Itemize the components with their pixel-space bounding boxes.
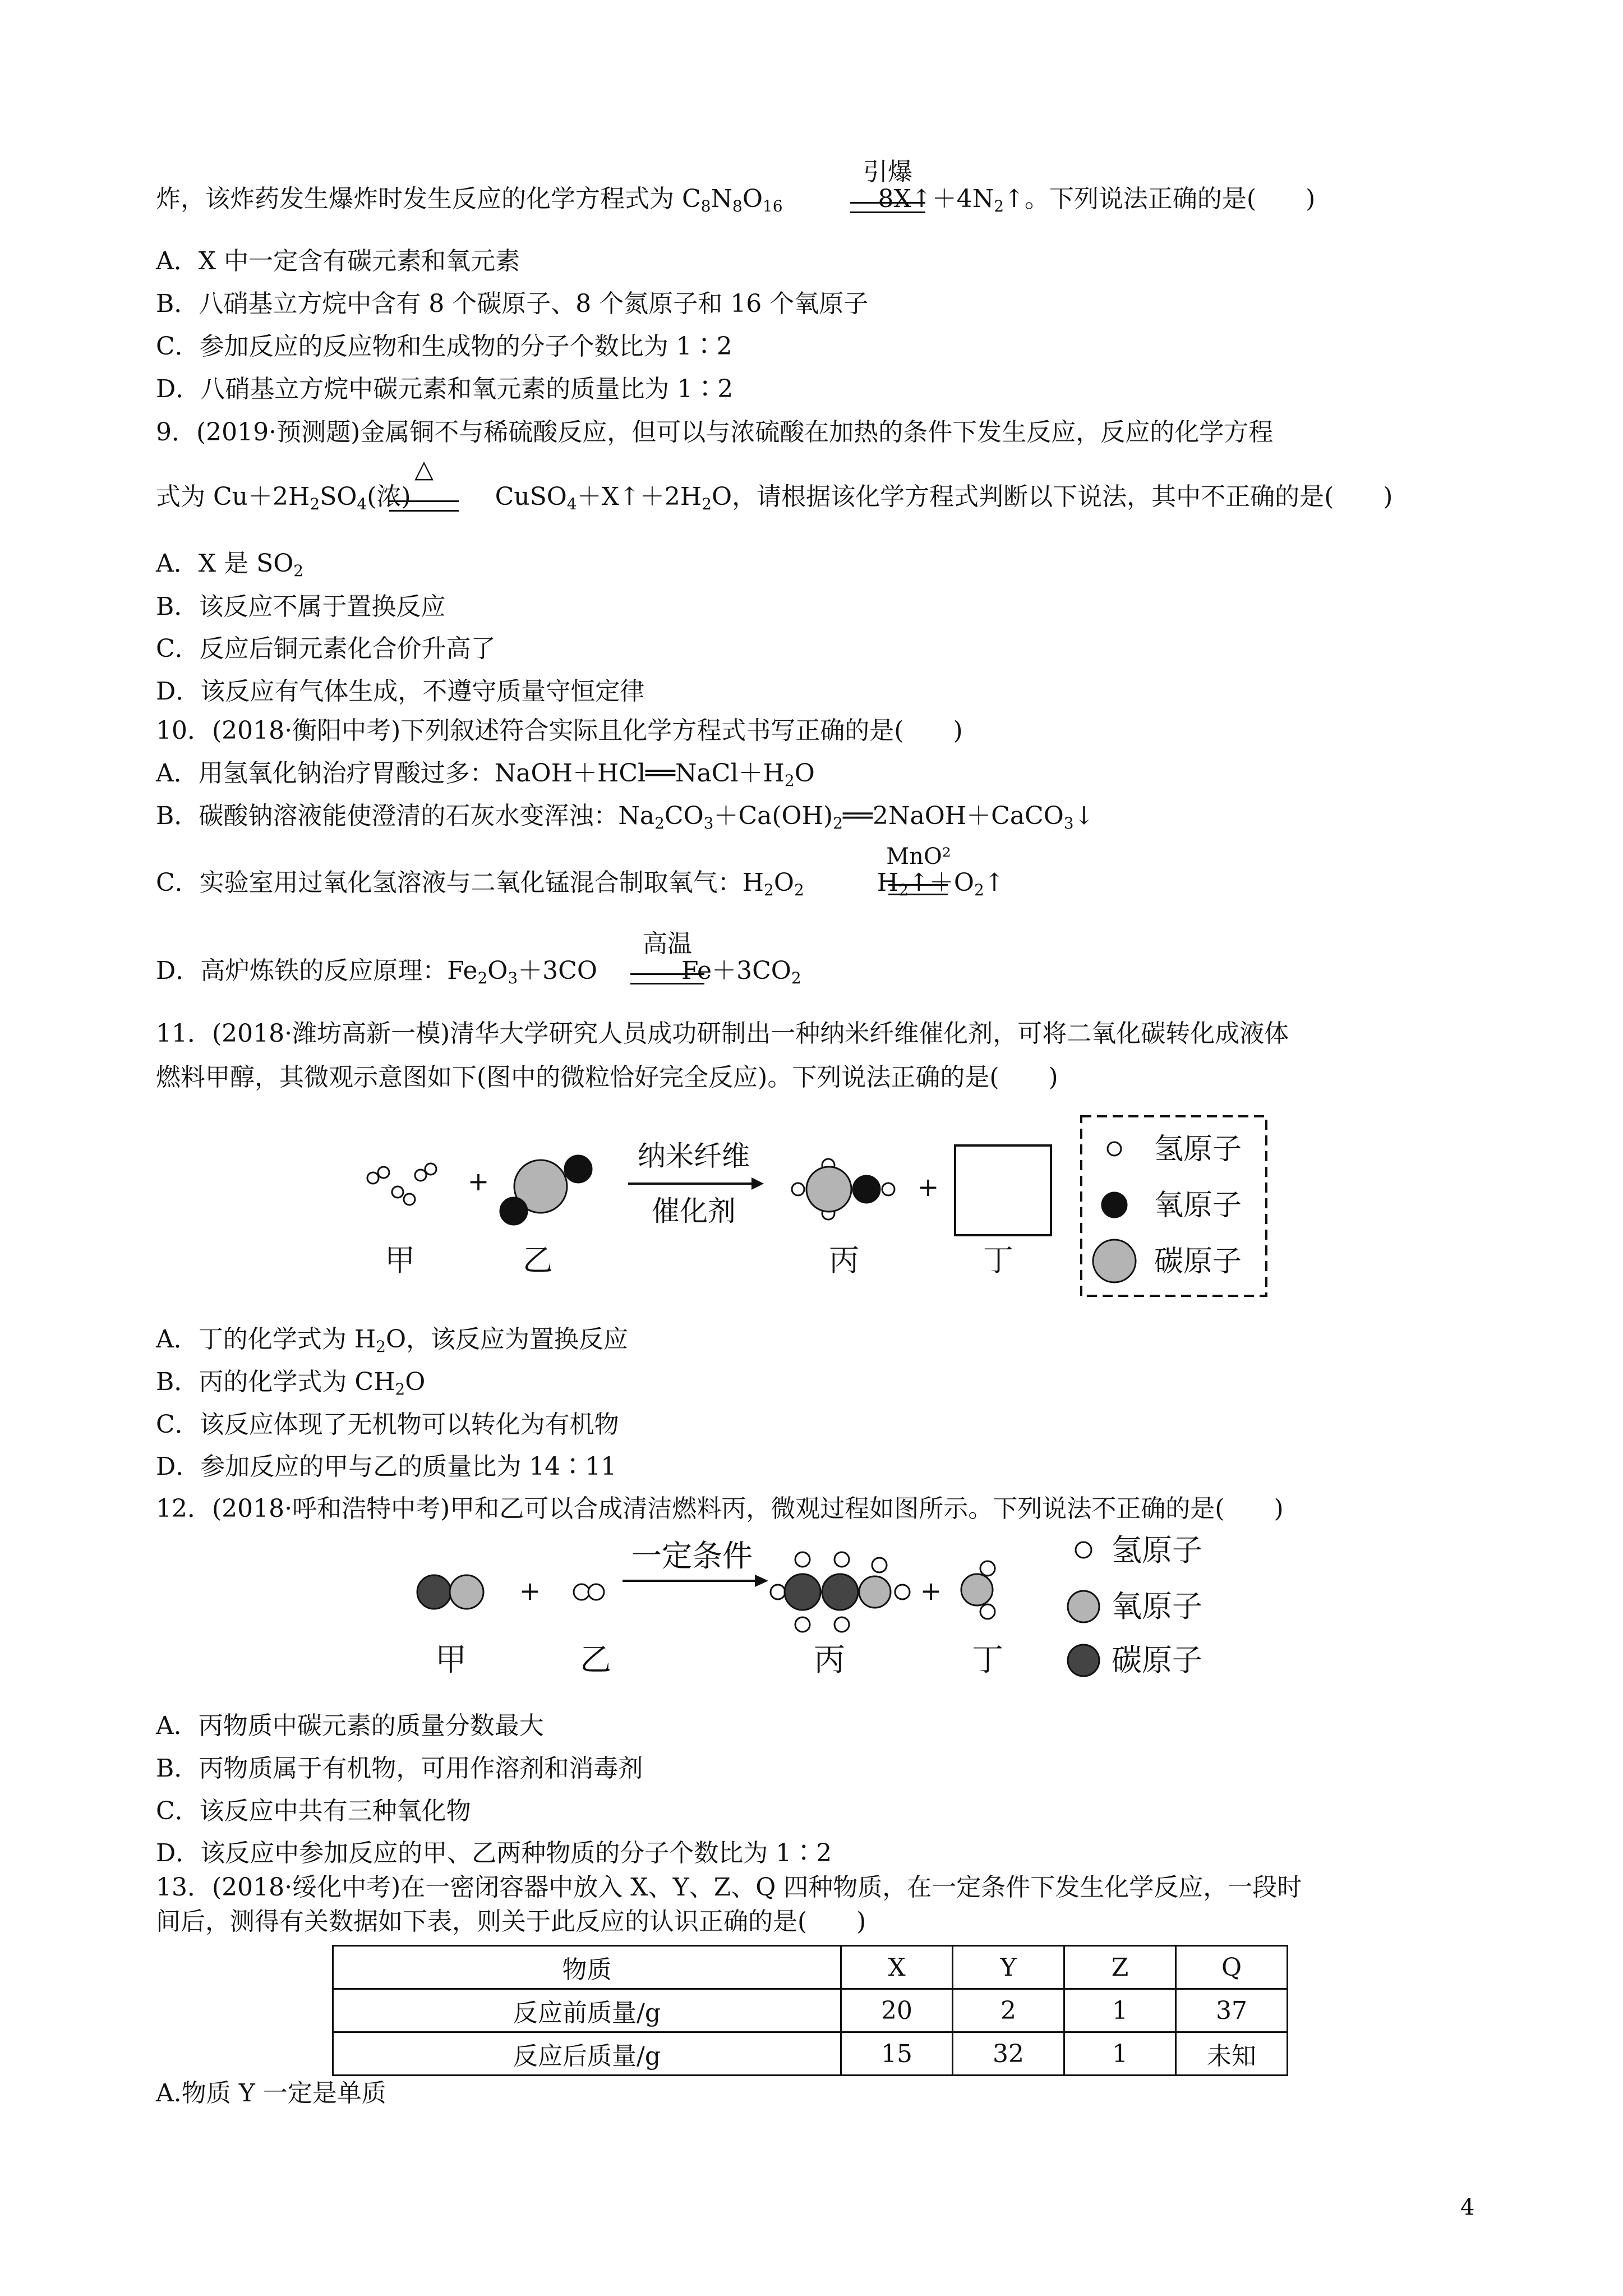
q12-label-bing: 丙 — [814, 1642, 845, 1678]
q10-catalyst-label: MnO² — [886, 844, 951, 869]
table-header-cell: X — [841, 1946, 953, 1989]
q11-legend-c: 碳原子 — [1154, 1245, 1242, 1278]
q11-plus-2: + — [917, 1172, 939, 1202]
q12-yi-molecule — [574, 1584, 604, 1600]
q9-equation-line: 式为 $Cu+2H_2SO_4$(浓) $CuSO_4+X↑+2H_2O$，请根据该化学方程式判断以下说法，其中不正确的是( ) — [156, 482, 1393, 513]
q9-option-c[interactable]: C．反应后铜元素化合价升高了 — [156, 634, 496, 663]
q10-d-equals-bar — [630, 973, 704, 984]
q11-stem-line1: 11．(2018·潍坊高新一模)清华大学研究人员成功研制出一种纳米纤维催化剂，可将二氧化碳转化成液体 — [156, 1019, 1289, 1048]
oxygen-atom-icon — [1102, 1193, 1127, 1217]
q11-bing-molecule — [792, 1159, 895, 1220]
q12-legend-c: 碳原子 — [1112, 1642, 1202, 1678]
carbon-atom-icon — [1068, 1645, 1099, 1676]
q8-option-a[interactable]: A．X 中一定含有碳元素和氧元素 — [156, 247, 520, 275]
q12-reaction-diagram — [404, 1531, 1267, 1694]
q12-plus-2: + — [920, 1576, 942, 1606]
q12-option-a[interactable]: A．丙物质中碳元素的质量分数最大 — [156, 1711, 544, 1740]
q8-equation-line: 炸，该炸药发生爆炸时发生反应的化学方程式为 $C_8N_8O_{16}$ $8X↑+4N_2↑$。下列说法正确的是( ) — [156, 185, 1316, 215]
table-cell: 1 — [1064, 2032, 1176, 2076]
q12-ding-molecule — [961, 1561, 995, 1619]
q13-stem-line1: 13．(2018·绥化中考)在一密闭容器中放入 X、Y、Z、Q 四种物质，在一定条件下发生化学反应，一段时 — [156, 1873, 1302, 1902]
q12-label-jia: 甲 — [435, 1642, 467, 1678]
q12-stem: 12．(2018·呼和浩特中考)甲和乙可以合成清洁燃料丙，微观过程如图所示。下列说法不正确的是( ) — [156, 1494, 1284, 1523]
q12-label-yi: 乙 — [580, 1642, 611, 1678]
q9-stem-line1: 9．(2019·预测题)金属铜不与稀硫酸反应，但可以与浓硫酸在加热的条件下发生反应，反应的化学方程 — [156, 418, 1274, 447]
q12-legend-h: 氢原子 — [1112, 1533, 1202, 1568]
q12-legend-o: 氧原子 — [1112, 1589, 1202, 1624]
q11-arrow-top-label: 纳米纤维 — [638, 1140, 750, 1172]
q11-arrow-bottom-label: 催化剂 — [652, 1195, 736, 1227]
q9-option-d[interactable]: D．该反应有气体生成，不遵守质量守恒定律 — [156, 677, 645, 706]
q12-option-d[interactable]: D．该反应中参加反应的甲、乙两种物质的分子个数比为 1∶2 — [156, 1839, 832, 1867]
table-cell: 15 — [841, 2032, 953, 2076]
table-header-cell: Z — [1064, 1946, 1176, 1989]
q12-arrow-label: 一定条件 — [631, 1538, 753, 1573]
hydrogen-atom-icon — [1108, 1142, 1121, 1156]
table-cell: 未知 — [1176, 2032, 1288, 2076]
table-cell: 反应前质量/g — [333, 1989, 841, 2032]
q11-option-a[interactable]: A．丁的化学式为 $H_2O$，该反应为置换反应 — [156, 1325, 629, 1356]
q11-reaction-diagram — [359, 1111, 1279, 1301]
q11-label-jia: 甲 — [385, 1243, 415, 1278]
q9-equals-bar — [389, 500, 459, 512]
table-cell: 1 — [1064, 1989, 1176, 2032]
q10-c-equals-bar — [888, 884, 948, 895]
q10-stem: 10．(2018·衡阳中考)下列叙述符合实际且化学方程式书写正确的是( ) — [156, 716, 963, 745]
q9-option-a[interactable]: A．X 是 $SO_2$ — [156, 549, 304, 580]
table-cell: 反应后质量/g — [333, 2032, 841, 2076]
q10-option-b[interactable]: B．碳酸钠溶液能使澄清的石灰水变浑浊：$Na_2CO_3+Ca(OH)_2══2NaOH+CaCO_3↓$ — [156, 802, 1095, 832]
q9-heat-symbol: △ — [414, 455, 434, 484]
table-cell: 2 — [953, 1989, 1064, 2032]
q12-option-c[interactable]: C．该反应中共有三种氧化物 — [156, 1797, 471, 1825]
q8-condition-label: 引爆 — [863, 158, 912, 186]
q11-option-d[interactable]: D．参加反应的甲与乙的质量比为 14∶11 — [156, 1452, 617, 1481]
q11-label-yi: 乙 — [523, 1243, 553, 1278]
page-number: 4 — [1460, 2194, 1475, 2220]
q11-legend-o: 氧原子 — [1154, 1189, 1242, 1222]
q11-label-bing: 丙 — [829, 1243, 859, 1278]
q13-option-a[interactable]: A.物质 Y 一定是单质 — [156, 2079, 386, 2108]
q8-option-c[interactable]: C．参加反应的反应物和生成物的分子个数比为 1∶2 — [156, 332, 732, 361]
q13-stem-line2: 间后，测得有关数据如下表，则关于此反应的认识正确的是( ) — [156, 1907, 866, 1936]
q8-equals-bar — [850, 202, 925, 213]
q11-jia-molecules — [367, 1163, 436, 1205]
table-cell: 32 — [953, 2032, 1064, 2076]
q12-option-b[interactable]: B．丙物质属于有机物，可用作溶剂和消毒剂 — [156, 1754, 643, 1783]
hydrogen-atom-icon — [1076, 1542, 1091, 1558]
q11-legend-h: 氢原子 — [1154, 1133, 1242, 1166]
q10-option-d[interactable]: D．高炉炼铁的反应原理：$Fe_2O_3+3CO$ $Fe+3CO_2$ — [156, 956, 801, 987]
table-header-cell: 物质 — [333, 1946, 841, 1989]
q11-option-c[interactable]: C．该反应体现了无机物可以转化为有机物 — [156, 1410, 619, 1439]
oxygen-atom-icon — [1068, 1591, 1099, 1622]
q12-jia-molecule — [417, 1575, 483, 1609]
q10-high-temp-label: 高温 — [643, 930, 692, 958]
table-header-row — [333, 1946, 1288, 1989]
q11-stem-line2: 燃料甲醇，其微观示意图如下(图中的微粒恰好完全反应)。下列说法正确的是( ) — [156, 1063, 1058, 1092]
q10-option-c[interactable]: C．实验室用过氧化氢溶液与二氧化锰混合制取氧气：$H_2O_2$ $H_2↑+O_2↑$ — [156, 868, 1005, 899]
q12-label-ding: 丁 — [972, 1642, 1003, 1678]
q8-option-d[interactable]: D．八硝基立方烷中碳元素和氧元素的质量比为 1∶2 — [156, 375, 734, 403]
q9-option-b[interactable]: B．该反应不属于置换反应 — [156, 592, 446, 621]
q12-bing-molecule — [771, 1552, 910, 1632]
q11-plus-1: + — [467, 1166, 490, 1197]
table-cell: 20 — [841, 1989, 953, 2032]
q11-label-ding: 丁 — [983, 1243, 1013, 1278]
q13-data-table — [332, 1945, 1288, 2076]
table-header-cell: Y — [953, 1946, 1064, 1989]
q11-yi-molecule — [500, 1156, 592, 1225]
q12-plus-1: + — [519, 1576, 541, 1606]
table-row — [333, 1989, 1288, 2032]
q8-option-b[interactable]: B．八硝基立方烷中含有 8 个碳原子、8 个氮原子和 16 个氧原子 — [156, 289, 869, 318]
table-cell: 37 — [1176, 1989, 1288, 2032]
q10-option-a[interactable]: A．用氢氧化钠治疗胃酸过多：$NaOH+HCl══NaCl+H_2O$ — [156, 759, 815, 790]
table-row — [333, 2032, 1288, 2076]
q11-option-b[interactable]: B．丙的化学式为 $CH_2O$ — [156, 1368, 426, 1398]
carbon-atom-icon — [1093, 1240, 1136, 1282]
table-header-cell: Q — [1176, 1946, 1288, 1989]
q11-ding-box — [955, 1145, 1051, 1235]
